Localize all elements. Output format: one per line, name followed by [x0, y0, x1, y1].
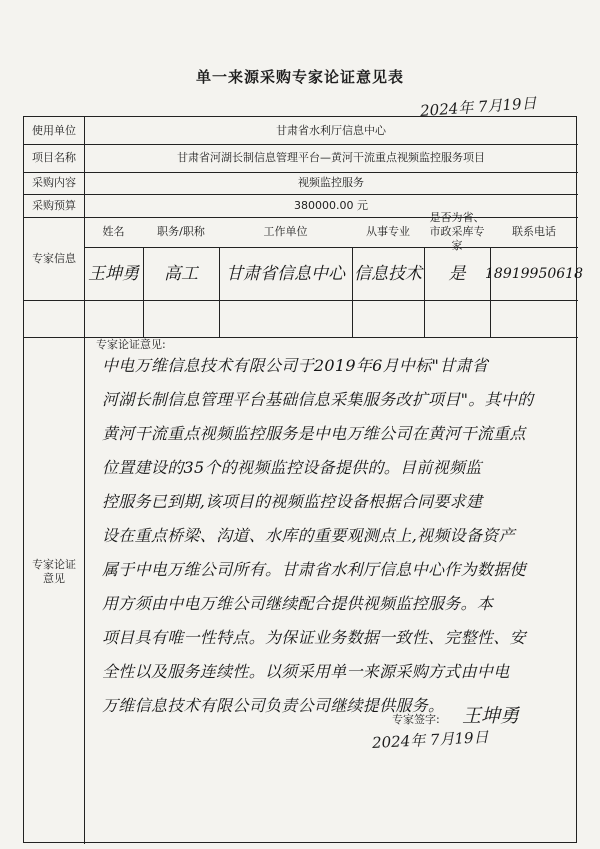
expert-employer: 甘肃省信息中心	[226, 263, 345, 284]
opinion-line: 万维信息技术有限公司负责公司继续提供服务。	[102, 696, 445, 715]
opinion-text	[102, 349, 568, 723]
opinion-line: 全性以及服务连续性。以须采用单一来源采购方式由中电	[102, 662, 510, 681]
unit-value: 甘肃省水利厅信息中心	[276, 123, 386, 137]
opinion-heading: 专家论证意见:	[96, 338, 166, 351]
opinion-line: 河湖长制信息管理平台基础信息采集服务改扩项目"。其中的	[102, 390, 534, 409]
opinion-line: 黄河干流重点视频监控服务是中电万维公司在黄河干流重点	[102, 424, 526, 443]
expert-title: 高工	[164, 263, 198, 284]
expert-in-db: 是	[448, 263, 466, 284]
content-value: 视频监控服务	[298, 176, 364, 189]
opinion-line: 属于中电万维公司所有。甘肃省水利厅信息中心作为数据使	[102, 560, 526, 579]
expert-name: 王坤勇	[88, 263, 139, 284]
content-label: 采购内容	[32, 176, 76, 189]
signature-date: 2024年 7月19日	[371, 727, 489, 753]
budget-label: 采购预算	[32, 198, 76, 212]
opinion-line: 项目具有唯一性特点。为保证业务数据一致性、完整性、安	[102, 628, 526, 647]
header-title: 职务/职称	[157, 225, 205, 238]
header-phone: 联系电话	[512, 225, 556, 238]
opinion-line: 用方须由中电万维公司继续配合提供视频监控服务。本	[102, 594, 494, 613]
document-title: 单一来源采购专家论证意见表	[195, 68, 404, 86]
project-value: 甘肃省河湖长制信息管理平台—黄河干流重点视频监控服务项目	[177, 151, 485, 164]
opinion-line: 设在重点桥梁、沟道、水库的重要观测点上,视频设备资产	[102, 526, 515, 545]
form-table	[23, 116, 583, 843]
opinion-line: 控服务已到期,该项目的视频监控设备根据合同要求建	[102, 492, 483, 511]
opinion-section-label: 专家论证意见	[32, 558, 76, 585]
budget-value: 380000.00 元	[294, 198, 368, 212]
header-name: 姓名	[102, 225, 125, 238]
opinion-line: 位置建设的35个的视频监控设备提供的。目前视频监	[102, 458, 482, 477]
expert-phone: 18919950618	[485, 265, 583, 282]
project-label: 项目名称	[32, 151, 76, 164]
signature-label: 专家签字:	[392, 713, 440, 726]
expert-info-label: 专家信息	[32, 251, 76, 265]
header-major: 从事专业	[366, 225, 410, 238]
expert-signature: 王坤勇	[462, 705, 520, 727]
header-in-db: 是否为省、市政采库专家	[429, 211, 485, 252]
unit-label: 使用单位	[32, 123, 76, 137]
top-date: 2024年 7月19日	[419, 93, 538, 121]
header-employer: 工作单位	[263, 225, 308, 238]
expert-major: 信息技术	[354, 263, 422, 284]
opinion-line: 中电万维信息技术有限公司于2019年6月中标"甘肃省	[102, 356, 489, 375]
